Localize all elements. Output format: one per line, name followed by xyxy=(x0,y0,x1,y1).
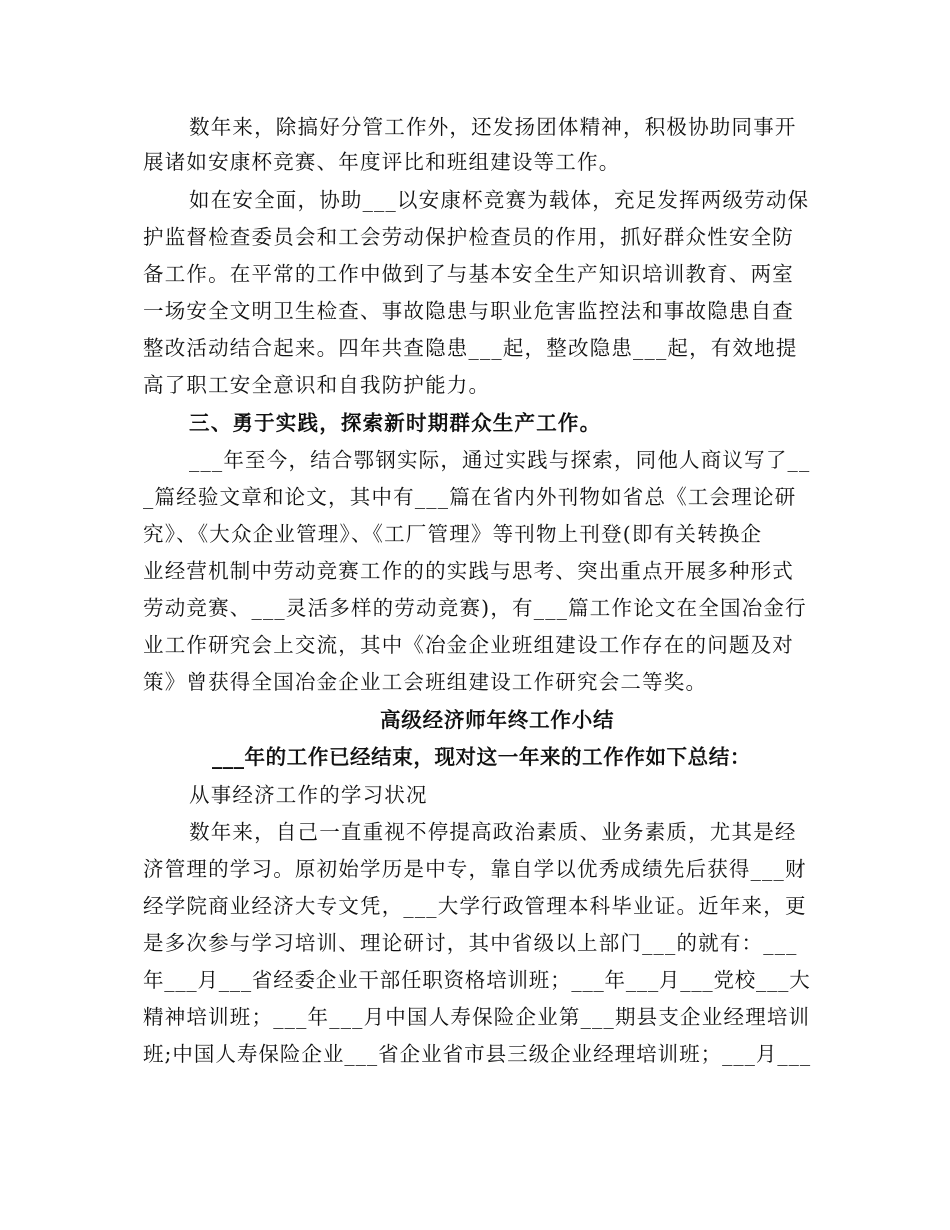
paragraph-line: 年___月___省经委企业干部任职资格培训班；___年___月___党校___大 xyxy=(143,968,811,992)
paragraph-line: 如在安全面，协助___以安康杯竞赛为载体，充足发挥两级劳动保 xyxy=(189,188,810,212)
paragraph-line: 一场安全文明卫生检查、事故隐患与职业危害监控法和事故隐患自查 xyxy=(143,299,794,323)
paragraph-line: 精神培训班；___年___月中国人寿保险企业第___期县支企业经理培训 xyxy=(143,1005,811,1029)
paragraph-line: 数年来，除搞好分管工作外，还发扬团体精神，积极协助同事开 xyxy=(189,115,797,139)
paragraph-line: 备工作。在平常的工作中做到了与基本安全生产知识培训教育、两室 xyxy=(143,262,794,286)
intro-line: ___年的工作已经结束，现对这一年来的工作作如下总结： xyxy=(212,745,751,769)
paragraph-line: 究》、《大众企业管理》、《工厂管理》等刊物上刊登(即有关转换企 xyxy=(143,522,763,546)
document-title: 高级经济师年终工作小结 xyxy=(380,708,615,732)
paragraph-line: 数年来，自己一直重视不停提高政治素质、业务素质，尤其是经 xyxy=(189,820,797,844)
paragraph-line: ___年至今，结合鄂钢实际，通过实践与探索，同他人商议写了__ xyxy=(189,448,811,472)
paragraph-line: 业工作研究会上交流，其中《冶金企业班组建设工作存在的问题及对 xyxy=(143,633,794,657)
paragraph-line: 护监督检查委员会和工会劳动保护检查员的作用，抓好群众性安全防 xyxy=(143,225,794,249)
paragraph-line: 整改活动结合起来。四年共查隐患___起，整改隐患___起，有效地提 xyxy=(143,336,798,360)
paragraph-line: 班;中国人寿保险企业___省企业省市县三级企业经理培训班；___月___ xyxy=(143,1042,812,1066)
section-heading: 三、勇于实践，探索新时期群众生产工作。 xyxy=(189,411,602,435)
paragraph-line: 展诸如安康杯竞赛、年度评比和班组建设等工作。 xyxy=(143,150,621,174)
paragraph-line: 经学院商业经济大专文凭，___大学行政管理本科毕业证。近年来，更 xyxy=(143,894,807,918)
paragraph-line: 业经营机制中劳动竞赛工作的的实践与思考、突出重点开展多种形式 xyxy=(143,559,794,583)
paragraph-line: 策》曾获得全国冶金企业工会班组建设工作研究会二等奖。 xyxy=(143,670,708,694)
paragraph-line: 是多次参与学习培训、理论研讨，其中省级以上部门___的就有：___ xyxy=(143,931,798,955)
paragraph-line: 劳动竞赛、___灵活多样的劳动竞赛)，有___篇工作论文在全国冶金行 xyxy=(143,596,807,620)
paragraph-line: 高了职工安全意识和自我防护能力。 xyxy=(143,373,491,397)
subsection-heading: 从事经济工作的学习状况 xyxy=(189,783,428,807)
paragraph-line: _篇经验文章和论文，其中有___篇在省内外刊物如省总《工会理论研 xyxy=(143,485,797,509)
paragraph-line: 济管理的学习。原初始学历是中专，靠自学以优秀成绩先后获得___财 xyxy=(143,857,807,881)
